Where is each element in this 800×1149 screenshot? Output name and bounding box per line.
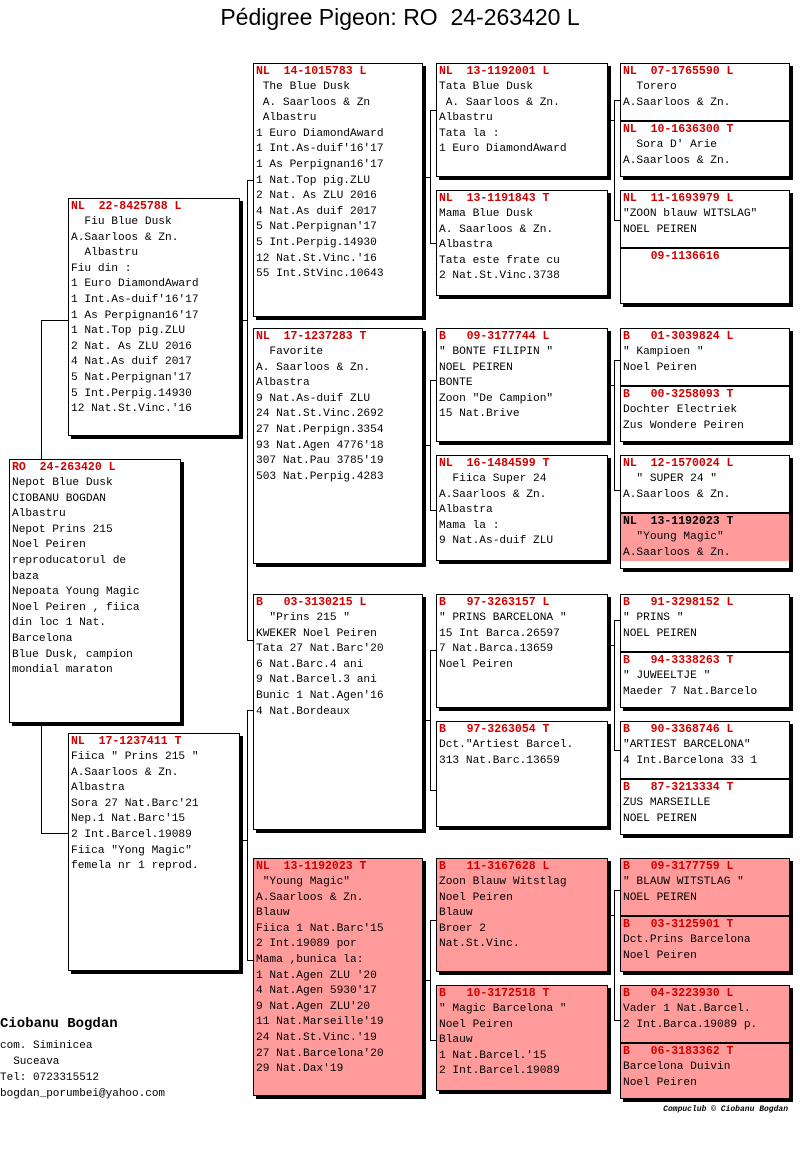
pigeon-entry [437,456,607,550]
pigeon-info-line: Nep.1 Nat.Barc'15 [71,813,186,826]
pigeon-info-line: Albastru [12,508,66,521]
pigeon-info-line: 27 Nat.Perpign.3354 [256,423,384,436]
pigeon-entry [254,329,422,485]
pigeon-info-line: Albastru [71,247,139,260]
pigeon-info-line: Noel Peiren [623,361,697,374]
pigeon-info-line: 1 Int.As-duif'16'17 [256,143,384,156]
pigeon-info-line: Albastra [71,782,125,795]
pigeon-entry [621,247,789,265]
pigeon-info-line: "Young Magic" [623,531,724,543]
pigeon-info-line: 24 Nat.St.Vinc.2692 [256,408,384,421]
pigeon-info-line: 4 Int.Barcelona 33 1 [623,754,758,767]
pigeon-entry [437,722,607,769]
ring-number: NL 16-1484599 T [439,457,550,470]
pigeon-info-line: 2 Nat. As ZLU 2016 [256,190,377,203]
pigeon-info-line: " SUPER 24 " [623,473,717,485]
pigeon-info-line: Barcelona [12,632,73,645]
pigeon-info-line: 503 Nat.Perpig.4283 [256,470,384,483]
pigeon-info-line: Maeder 7 Nat.Barcelo [623,685,758,698]
pigeon-entry [437,191,607,285]
pigeon-info-line: A.Saarloos & Zn. [439,488,547,501]
pigeon-entry [437,64,607,158]
ring-number: B 97-3263054 T [439,723,550,736]
pigeon-info-line: Dct."Artiest Barcel. [439,739,574,751]
pigeon-info-line: " PRINS BARCELONA " [439,612,567,624]
pigeon-entry [254,595,422,720]
pigeon-info-line: NOEL PEIREN [439,361,513,374]
pigeon-info-line: "Young Magic" [256,876,350,888]
pigeon-info-line: A.Saarloos & Zn. [623,546,731,559]
ring-number: 09-1136616 [623,250,720,263]
owner-email: bogdan_porumbei@yahoo.com [0,1088,166,1100]
pigeon-info-line: Blauw [256,907,290,920]
owner-address-line: com. Siminicea [0,1040,93,1052]
pigeon-info-line: 1 Nat.Top pig.ZLU [256,174,371,187]
great-grandparent-card [436,455,608,561]
ring-number: NL 13-1192023 T [256,860,367,873]
pigeon-info-line: " Magic Barcelona " [439,1003,567,1015]
pigeon-info-line: 29 Nat.Dax'19 [256,1063,344,1076]
pigeon-info-line: The Blue Dusk [256,81,350,93]
pigeon-info-line: femela nr 1 reprod. [71,860,199,873]
pigeon-info-line: Albastru [439,112,493,125]
pigeon-info-line: 1 Int.As-duif'16'17 [71,293,199,306]
pigeon-info-line: mondial maraton [12,664,113,677]
pigeon-info-line: A. Saarloos & Zn. [439,223,554,236]
pigeon-info-line: 1 As Perpignan16'17 [71,309,199,322]
pigeon-info-line: Noel Peiren , fiica [12,601,140,614]
pigeon-info-line: Noel Peiren [623,1076,697,1089]
great-grandparent-card [436,190,608,296]
pigeon-info-line: A.Saarloos & Zn. [623,96,731,109]
pigeon-info-line: Albastra [256,377,310,390]
pigeon-info-line: Fiica "Yong Magic" [71,844,192,857]
pigeon-info-line: Fiica Super 24 [439,473,547,485]
ring-number: NL 11-1693979 L [623,192,734,205]
pigeon-info-line: Tata Blue Dusk [439,81,533,93]
pigeon-entry [621,651,789,700]
pigeon-info-line: Noel Peiren [12,539,86,552]
pigeon-info-line: 5 Nat.Perpignan'17 [256,221,377,234]
ring-number: B 09-3177759 L [623,860,734,873]
pigeon-info-line: Dct.Prins Barcelona [623,934,751,946]
pigeon-info-line: Blauw [439,907,473,920]
pigeon-info-line: 9 Nat.Barcel.3 ani [256,674,377,687]
ring-number: B 03-3130215 L [256,596,367,609]
pigeon-info-line: A.Saarloos & Zn. [623,488,731,501]
pigeon-entry [437,329,607,423]
granddam-card [253,328,423,564]
pigeon-info-line: KWEKER Noel Peiren [256,627,377,640]
ring-number: B 00-3258093 T [623,388,734,401]
pigeon-info-line: 307 Nat.Pau 3785'19 [256,455,384,468]
footer-credit: Compuclub © Ciobanu Bogdan [663,1105,788,1114]
pigeon-info-line: Vader 1 Nat.Barcel. [623,1003,751,1015]
pigeon-info-line: Blue Dusk, campion [12,648,133,661]
pigeon-entry [621,1042,789,1091]
pigeon-info-line: Fiu Blue Dusk [71,216,172,228]
pigeon-info-line: 12 Nat.St.Vinc.'16 [256,252,377,265]
pigeon-info-line: A. Saarloos & Zn. [256,361,371,374]
pigeon-info-line: Zus Wondere Peiren [623,419,744,432]
ring-number: B 87-3213334 T [623,781,734,794]
subject-card [9,459,181,723]
pigeon-entry [621,64,789,120]
pigeon-info-line: 27 Nat.Barcelona'20 [256,1047,384,1060]
ring-number: NL 14-1015783 L [256,65,367,78]
pigeon-info-line: NOEL PEIREN [623,627,697,640]
pigeon-info-line: 1 Euro DiamondAward [256,127,384,140]
pigeon-info-line: Fiu din : [71,262,132,275]
pigeon-info-line: A. Saarloos & Zn [256,96,371,109]
pigeon-info-line: Nepoata Young Magic [12,586,140,599]
pigeon-info-line: 2 Nat.St.Vinc.3738 [439,270,560,283]
pigeon-info-line: 4 Nat.Bordeaux [256,705,350,718]
pigeon-info-line: baza [12,570,39,583]
pigeon-info-line: "ZOON blauw WITSLAG" [623,208,758,220]
pigeon-info-line: BONTE [439,377,473,390]
pigeon-info-line: Noel Peiren [439,658,513,671]
pigeon-info-line: " BLAUW WITSTLAG " [623,876,744,888]
pigeon-info-line: Noel Peiren [439,891,513,904]
pigeon-info-line: 55 Int.StVinc.10643 [256,268,384,281]
ring-number: NL 10-1636300 T [623,123,734,136]
pigeon-info-line: " BONTE FILIPIN " [439,346,554,358]
pigeon-entry [621,120,789,169]
pigeon-entry [621,385,789,434]
pigeon-info-line: 6 Nat.Barc.4 ani [256,658,364,671]
pigeon-info-line: 4 Nat.As duif 2017 [256,205,377,218]
pigeon-info-line: 93 Nat.Agen 4776'18 [256,439,384,452]
ring-number: NL 17-1237411 T [71,735,182,748]
great-grandparent-card [436,721,608,827]
pigeon-info-line: 5 Int.Perpig.14930 [256,236,377,249]
pigeon-entry [621,986,789,1042]
pigeon-info-line: 2 Nat. As ZLU 2016 [71,340,192,353]
pigeon-entry [10,460,180,679]
ring-number: NL 13-1191843 T [439,192,550,205]
pigeon-info-line: Fiica 1 Nat.Barc'15 [256,922,384,935]
pigeon-info-line: "Prins 215 " [256,612,350,624]
granddam-card [253,858,423,1096]
ancestor-pair-card [620,721,790,835]
pigeon-info-line: 9 Nat.As-duif ZLU [439,535,554,548]
pigeon-info-line: 15 Int Barca.26597 [439,627,560,640]
pigeon-info-line: reproducatorul de [12,554,127,567]
pigeon-entry [621,191,789,247]
ancestor-pair-card [620,63,790,177]
pigeon-info-line: Dochter Electriek [623,404,738,416]
pigeon-info-line: 9 Nat.Agen ZLU'20 [256,1000,371,1013]
pigeon-info-line: NOEL PEIREN [623,223,697,236]
pigeon-info-line: 5 Nat.Perpignan'17 [71,371,192,384]
ring-number: NL 12-1570024 L [623,457,734,470]
pigeon-entry [621,915,789,964]
pigeon-info-line: NOEL PEIREN [623,812,697,825]
ring-number: B 11-3167628 L [439,860,550,873]
ring-number: B 97-3263157 L [439,596,550,609]
ring-number: B 04-3223930 L [623,987,734,1000]
ring-number: B 06-3183362 T [623,1045,734,1058]
pigeon-info-line: din loc 1 Nat. [12,617,106,630]
great-grandparent-card [436,594,608,708]
ring-number: NL 13-1192001 L [439,65,550,78]
ring-number: B 09-3177744 L [439,330,550,343]
pigeon-entry [621,329,789,385]
pigeon-info-line: 12 Nat.St.Vinc.'16 [71,403,192,416]
owner-contact [0,1038,165,1102]
owner-phone: Tel: 0723315512 [0,1072,100,1084]
great-grandparent-card [436,858,608,972]
pigeon-info-line: Noel Peiren [439,1018,513,1031]
pigeon-info-line: A.Saarloos & Zn. [256,891,364,904]
pigeon-info-line: Barcelona Duivin [623,1061,731,1073]
pigeon-info-line: Nat.St.Vinc. [439,938,520,951]
pigeon-info-line: Nepot Prins 215 [12,523,113,536]
pigeon-info-line: A.Saarloos & Zn. [623,154,731,167]
dam-card [68,733,240,971]
ring-number: B 90-3368746 L [623,723,734,736]
pigeon-entry [621,859,789,915]
pigeon-info-line: 1 Euro DiamondAward [439,143,567,156]
pigeon-entry [69,199,239,418]
pigeon-info-line: Noel Peiren [623,949,697,962]
pigeon-info-line: Zoon Blauw Witstlag [439,876,567,888]
pigeon-info-line: Nepot Blue Dusk [12,477,113,489]
pigeon-info-line: 4 Nat.As duif 2017 [71,356,192,369]
pigeon-info-line: Albastru [256,112,317,125]
pigeon-info-line: Sora D' Arie [623,139,717,151]
pigeon-entry [621,595,789,651]
ring-number: B 91-3298152 L [623,596,734,609]
pigeon-info-line: NOEL PEIREN [623,891,697,904]
pigeon-info-line: " JUWEELTJE " [623,670,711,682]
pigeon-info-line: 2 Int.Barca.19089 p. [623,1018,758,1031]
ring-number: NL 07-1765590 L [623,65,734,78]
pigeon-info-line: 313 Nat.Barc.13659 [439,754,560,767]
pigeon-entry [437,595,607,673]
pigeon-info-line: 5 Int.Perpig.14930 [71,387,192,400]
ring-number: B 10-3172518 T [439,987,550,1000]
grandsire-card [253,63,423,317]
pigeon-info-line: A.Saarloos & Zn. [71,231,179,244]
ancestor-pair-card [620,985,790,1099]
pigeon-info-line: Mama la : [439,519,500,532]
pigeon-info-line: Bunic 1 Nat.Agen'16 [256,689,384,702]
ring-number: NL 17-1237283 T [256,330,367,343]
pigeon-info-line: 4 Nat.Agen 5930'17 [256,985,377,998]
pigeon-info-line: 2 Int.Barcel.19089 [439,1065,560,1078]
pigeon-info-line: 24 Nat.St.Vinc.'19 [256,1031,377,1044]
ring-number: NL 22-8425788 L [71,200,182,213]
pigeon-info-line: " Kampioen " [623,346,704,358]
pigeon-info-line: ZUS MARSEILLE [623,797,711,809]
pigeon-info-line: 11 Nat.Marseille'19 [256,1016,384,1029]
pigeon-info-line: 15 Nat.Brive [439,408,520,421]
pigeon-entry [437,859,607,953]
great-grandparent-card [436,63,608,177]
pigeon-entry [621,778,789,827]
ancestor-pair-card [620,858,790,972]
sire-card [68,198,240,436]
pigeon-info-line: 1 Nat.Agen ZLU '20 [256,969,377,982]
pigeon-info-line: Fiica " Prins 215 " [71,751,199,763]
ring-number: RO 24-263420 L [12,461,116,474]
pigeon-info-line: 1 As Perpignan16'17 [256,158,384,171]
pigeon-info-line: 1 Nat.Barcel.'15 [439,1049,547,1062]
ring-number: B 94-3338263 T [623,654,734,667]
pigeon-entry [254,64,422,283]
owner-address-line: Suceava [0,1056,60,1068]
pigeon-info-line: 1 Nat.Top pig.ZLU [71,325,186,338]
pigeon-info-line: CIOBANU BOGDAN [12,492,106,505]
pigeon-info-line: Favorite [256,346,324,358]
grandsire-card [253,594,423,830]
pigeon-info-line: Mama ,bunica la: [256,953,364,966]
pigeon-info-line: " PRINS " [623,612,684,624]
pigeon-info-line: Blauw [439,1034,473,1047]
pigeon-info-line: 2 Int.19089 por [256,938,357,951]
pigeon-info-line: 9 Nat.As-duif ZLU [256,392,371,405]
ancestor-pair-card [620,455,790,569]
pigeon-info-line: "ARTIEST BARCELONA" [623,739,751,751]
page-title: Pédigree Pigeon: RO 24-263420 L [220,4,580,30]
pigeon-info-line: Zoon "De Campion" [439,392,554,405]
ancestor-pair-card [620,328,790,442]
pigeon-entry [254,859,422,1078]
ring-number: B 03-3125901 T [623,918,734,931]
pigeon-info-line: Albastra [439,239,493,252]
pigeon-info-line: Sora 27 Nat.Barc'21 [71,797,199,810]
great-grandparent-card [436,328,608,442]
pigeon-info-line: A. Saarloos & Zn. [439,96,560,109]
ancestor-pair-card [620,190,790,304]
owner-name: Ciobanu Bogdan [0,1016,118,1032]
pigeon-info-line: 2 Int.Barcel.19089 [71,828,192,841]
pigeon-info-line: Albastra [439,504,493,517]
pigeon-entry [69,734,239,875]
pigeon-info-line: Tata 27 Nat.Barc'20 [256,643,384,656]
ring-number: NL 13-1192023 T [623,515,734,528]
great-grandparent-card [436,985,608,1091]
pigeon-entry [621,512,789,561]
pigeon-info-line: Tata la : [439,127,500,140]
pigeon-entry [437,986,607,1080]
pigeon-info-line: 1 Euro DiamondAward [71,278,199,291]
pigeon-info-line: A.Saarloos & Zn. [71,766,179,779]
pigeon-info-line: 7 Nat.Barca.13659 [439,643,554,656]
pigeon-info-line: Torero [623,81,677,93]
ancestor-pair-card [620,594,790,708]
ring-number: B 01-3039824 L [623,330,734,343]
pigeon-info-line: Mama Blue Dusk [439,208,533,220]
pigeon-entry [621,456,789,512]
pigeon-info-line: Tata este frate cu [439,254,560,267]
pigeon-entry [621,722,789,778]
pigeon-info-line: Broer 2 [439,922,486,935]
